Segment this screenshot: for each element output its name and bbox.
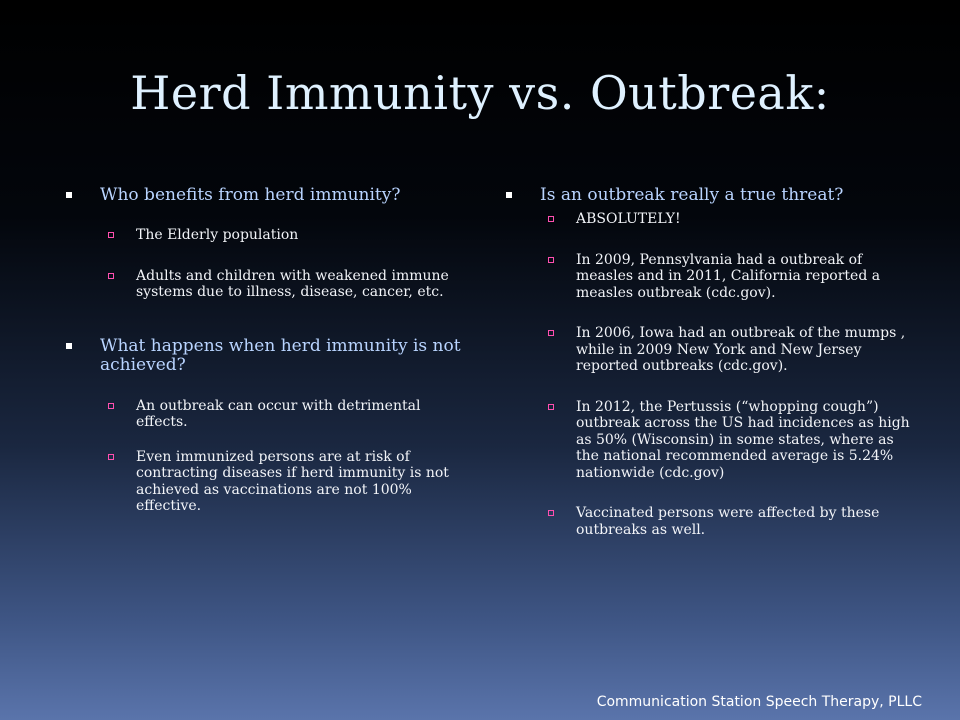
square-bullet-icon xyxy=(506,192,512,198)
sub-bullet-elderly xyxy=(64,227,464,244)
sub-bullet-text: An outbreak can occur with detrimental effects. xyxy=(136,397,421,430)
footer-credit: Communication Station Speech Therapy, PLLC xyxy=(596,694,922,710)
sub-bullet-text: Adults and children with weakened immune systems due to illness, disease, cancer, etc. xyxy=(136,267,449,300)
sub-bullet-text: The Elderly population xyxy=(136,227,299,243)
sub-bullet-iowa xyxy=(504,325,914,375)
sub-bullet-immunized xyxy=(64,449,464,515)
sub-bullet-text: ABSOLUTELY! xyxy=(576,211,681,227)
sub-bullet-pennsylvania xyxy=(504,252,914,302)
sub-bullet-vaccinated xyxy=(504,505,914,538)
hollow-square-bullet-icon xyxy=(108,232,114,238)
sub-bullet-text: In 2012, the Pertussis (“whopping cough”) outbreak across the US had incidences as high as 50% (Wisconsin) in some states, where as the national recommended average is 5.24% nationwide (cdc.gov) xyxy=(576,398,910,481)
hollow-square-bullet-icon xyxy=(548,404,554,410)
hollow-square-bullet-icon xyxy=(108,273,114,279)
hollow-square-bullet-icon xyxy=(548,330,554,336)
sub-bullet-text: Vaccinated persons were affected by these outbreaks as well. xyxy=(576,505,880,538)
sub-bullet-text: In 2009, Pennsylvania had a outbreak of measles and in 2011, California reported a measles outbreak (cdc.gov). xyxy=(576,251,881,301)
sub-bullet-pertussis xyxy=(504,399,914,482)
hollow-square-bullet-icon xyxy=(548,257,554,263)
hollow-square-bullet-icon xyxy=(108,403,114,409)
sub-bullet-absolutely xyxy=(504,211,914,228)
bullet-who-benefits xyxy=(64,186,464,205)
bullet-text: What happens when herd immunity is not achieved? xyxy=(100,335,461,375)
sub-bullet-text: Even immunized persons are at risk of contracting diseases if herd immunity is not achieved as vaccinations are not 100% effective. xyxy=(136,448,449,514)
left-column xyxy=(64,186,464,515)
hollow-square-bullet-icon xyxy=(548,510,554,516)
sub-bullet-text: In 2006, Iowa had an outbreak of the mumps , while in 2009 New York and New Jersey reported outbreaks (cdc.gov). xyxy=(576,325,906,374)
square-bullet-icon xyxy=(66,192,72,198)
bullet-true-threat xyxy=(504,186,914,205)
bullet-text: Is an outbreak really a true threat? xyxy=(540,185,844,205)
sub-bullet-outbreak xyxy=(64,398,464,431)
hollow-square-bullet-icon xyxy=(108,454,114,460)
square-bullet-icon xyxy=(66,343,72,349)
right-column xyxy=(504,186,914,538)
bullet-text: Who benefits from herd immunity? xyxy=(100,185,401,205)
hollow-square-bullet-icon xyxy=(548,216,554,222)
sub-bullet-immune xyxy=(64,268,464,301)
bullet-what-happens xyxy=(64,337,464,375)
slide-title: Herd Immunity vs. Outbreak: xyxy=(130,66,830,120)
